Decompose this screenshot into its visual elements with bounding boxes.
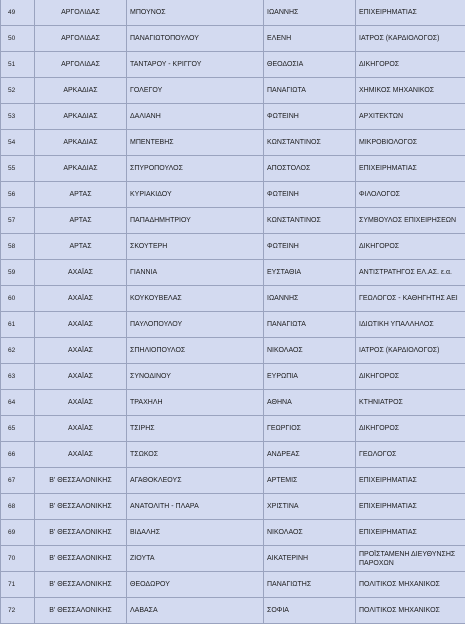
first-name-cell: [264, 416, 356, 442]
profession-cell: [356, 52, 465, 78]
surname-cell: [127, 26, 264, 52]
first-name-cell: [264, 364, 356, 390]
row-number-cell-text: 62: [8, 347, 16, 354]
region-cell: [35, 572, 127, 598]
surname-cell-text: ΣΠΗΛΙΟΠΟΥΛΟΣ: [130, 347, 186, 354]
surname-cell: [127, 260, 264, 286]
profession-cell: [356, 572, 465, 598]
first-name-cell-text: ΕΥΣΤΑΘΙΑ: [267, 269, 302, 276]
table-row: [1, 572, 465, 598]
surname-cell: [127, 598, 264, 624]
region-cell-text: Β' ΘΕΣΣΑΛΟΝΙΚΗΣ: [49, 607, 112, 614]
region-cell-text: Β' ΘΕΣΣΑΛΟΝΙΚΗΣ: [49, 555, 112, 562]
first-name-cell: [264, 598, 356, 624]
profession-cell: [356, 208, 465, 234]
profession-cell-text: ΠΡΟΪΣΤΑΜΕΝΗ ΔΙΕΥΘΥΝΣΗΣ ΠΑΡΟΧΩΝ: [359, 550, 456, 567]
region-cell-text: Β' ΘΕΣΣΑΛΟΝΙΚΗΣ: [49, 529, 112, 536]
region-cell: [35, 416, 127, 442]
first-name-cell: [264, 286, 356, 312]
table-row: [1, 156, 465, 182]
first-name-cell-text: ΚΩΝΣΤΑΝΤΙΝΟΣ: [267, 217, 321, 224]
region-cell-text: ΑΡΚΑΔΙΑΣ: [63, 87, 98, 94]
surname-cell: [127, 416, 264, 442]
profession-cell: [356, 156, 465, 182]
surname-cell: [127, 442, 264, 468]
surname-cell: [127, 572, 264, 598]
row-number-cell-text: 65: [8, 425, 16, 432]
profession-cell: [356, 520, 465, 546]
profession-cell-text: ΕΠΙΧΕΙΡΗΜΑΤΙΑΣ: [359, 477, 417, 484]
first-name-cell-text: ΑΝΔΡΕΑΣ: [267, 451, 300, 458]
profession-cell: [356, 286, 465, 312]
first-name-cell: [264, 208, 356, 234]
profession-cell-text: ΕΠΙΧΕΙΡΗΜΑΤΙΑΣ: [359, 165, 417, 172]
surname-cell: [127, 520, 264, 546]
row-number-cell: [1, 442, 35, 468]
surname-cell-text: ΔΑΛΙΑΝΗ: [130, 113, 161, 120]
surname-cell-text: ΠΑΝΑΓΙΩΤΟΠΟΥΛΟΥ: [130, 35, 199, 42]
row-number-cell-text: 72: [8, 607, 16, 614]
first-name-cell-text: ΠΑΝΑΓΙΩΤΑ: [267, 87, 306, 94]
region-cell-text: Β' ΘΕΣΣΑΛΟΝΙΚΗΣ: [49, 581, 112, 588]
region-cell: [35, 338, 127, 364]
profession-cell-text: ΙΑΤΡΟΣ (ΚΑΡΔΙΟΛΟΓΟΣ): [359, 35, 440, 42]
region-cell: [35, 494, 127, 520]
row-number-cell: [1, 286, 35, 312]
region-cell: [35, 52, 127, 78]
region-cell-text: ΑΡΤΑΣ: [69, 217, 92, 224]
first-name-cell-text: ΑΡΤΕΜΙΣ: [267, 477, 298, 484]
surname-cell: [127, 104, 264, 130]
profession-cell-text: ΜΙΚΡΟΒΙΟΛΟΓΟΣ: [359, 139, 418, 146]
surname-cell-text: ΜΠΟΥΝΟΣ: [130, 9, 166, 16]
first-name-cell-text: ΦΩΤΕΙΝΗ: [267, 113, 299, 120]
row-number-cell: [1, 208, 35, 234]
region-cell: [35, 208, 127, 234]
region-cell: [35, 520, 127, 546]
row-number-cell: [1, 78, 35, 104]
row-number-cell-text: 52: [8, 87, 16, 94]
row-number-cell-text: 67: [8, 477, 16, 484]
region-cell-text: ΑΧΑΪΑΣ: [68, 295, 93, 302]
profession-cell: [356, 234, 465, 260]
profession-cell-text: ΔΙΚΗΓΟΡΟΣ: [359, 373, 400, 380]
table-row: [1, 442, 465, 468]
row-number-cell: [1, 520, 35, 546]
first-name-cell: [264, 52, 356, 78]
first-name-cell-text: ΚΩΝΣΤΑΝΤΙΝΟΣ: [267, 139, 321, 146]
surname-cell-text: ΒΙΔΑΛΗΣ: [130, 529, 161, 536]
first-name-cell: [264, 390, 356, 416]
row-number-cell: [1, 234, 35, 260]
first-name-cell-text: ΦΩΤΕΙΝΗ: [267, 191, 299, 198]
region-cell: [35, 468, 127, 494]
surname-cell: [127, 494, 264, 520]
first-name-cell: [264, 572, 356, 598]
first-name-cell: [264, 546, 356, 572]
first-name-cell: [264, 520, 356, 546]
region-cell-text: ΑΡΤΑΣ: [69, 191, 92, 198]
region-cell-text: ΑΧΑΪΑΣ: [68, 269, 93, 276]
table-row: [1, 260, 465, 286]
profession-cell: [356, 312, 465, 338]
surname-cell-text: ΑΓΑΘΟΚΛΕΟΥΣ: [130, 477, 182, 484]
surname-cell: [127, 364, 264, 390]
row-number-cell: [1, 26, 35, 52]
surname-cell-text: ΑΝΑΤΟΛΙΤΗ - ΠΛΑΡΑ: [130, 503, 199, 510]
region-cell: [35, 598, 127, 624]
profession-cell-text: ΙΔΙΩΤΙΚΗ ΥΠΑΛΛΗΛΟΣ: [359, 321, 434, 328]
profession-cell: [356, 26, 465, 52]
region-cell: [35, 130, 127, 156]
profession-cell: [356, 338, 465, 364]
surname-cell-text: ΤΣΙΡΗΣ: [130, 425, 155, 432]
row-number-cell-text: 61: [8, 321, 16, 328]
row-number-cell-text: 54: [8, 139, 16, 146]
surname-cell-text: ΓΙΑΝΝΙΑ: [130, 269, 158, 276]
first-name-cell: [264, 78, 356, 104]
first-name-cell: [264, 182, 356, 208]
row-number-cell-text: 60: [8, 295, 16, 302]
region-cell-text: ΑΧΑΪΑΣ: [68, 425, 93, 432]
first-name-cell: [264, 312, 356, 338]
profession-cell: [356, 546, 465, 572]
region-cell-text: ΑΧΑΪΑΣ: [68, 399, 93, 406]
row-number-cell-text: 66: [8, 451, 16, 458]
table-body: [1, 0, 465, 624]
first-name-cell: [264, 104, 356, 130]
profession-cell: [356, 182, 465, 208]
surname-cell-text: ΤΡΑΧΗΛΗ: [130, 399, 163, 406]
row-number-cell: [1, 156, 35, 182]
table-row: [1, 130, 465, 156]
surname-cell-text: ΣΥΝΟΔΙΝΟΥ: [130, 373, 171, 380]
row-number-cell: [1, 260, 35, 286]
first-name-cell: [264, 338, 356, 364]
surname-cell-text: ΘΕΟΔΩΡΟΥ: [130, 581, 170, 588]
table-row: [1, 182, 465, 208]
row-number-cell: [1, 494, 35, 520]
region-cell: [35, 312, 127, 338]
first-name-cell-text: ΝΙΚΟΛΑΟΣ: [267, 347, 303, 354]
surname-cell: [127, 156, 264, 182]
row-number-cell-text: 51: [8, 61, 16, 68]
first-name-cell: [264, 442, 356, 468]
table-row: [1, 364, 465, 390]
surname-cell: [127, 208, 264, 234]
profession-cell: [356, 494, 465, 520]
table-row: [1, 78, 465, 104]
row-number-cell: [1, 130, 35, 156]
first-name-cell-text: ΦΩΤΕΙΝΗ: [267, 243, 299, 250]
profession-cell-text: ΔΙΚΗΓΟΡΟΣ: [359, 61, 400, 68]
surname-cell: [127, 286, 264, 312]
surname-cell-text: ΛΑΒΑΣΑ: [130, 607, 158, 614]
table-row: [1, 546, 465, 572]
row-number-cell-text: 70: [8, 555, 16, 562]
surname-cell: [127, 234, 264, 260]
table-row: [1, 286, 465, 312]
row-number-cell-text: 64: [8, 399, 16, 406]
row-number-cell-text: 53: [8, 113, 16, 120]
table-row: [1, 468, 465, 494]
first-name-cell: [264, 156, 356, 182]
region-cell-text: ΑΡΓΟΛΙΔΑΣ: [61, 61, 100, 68]
region-cell: [35, 78, 127, 104]
surname-cell: [127, 78, 264, 104]
profession-cell-text: ΧΗΜΙΚΟΣ ΜΗΧΑΝΙΚΟΣ: [359, 87, 435, 94]
region-cell-text: Β' ΘΕΣΣΑΛΟΝΙΚΗΣ: [49, 477, 112, 484]
profession-cell-text: ΦΙΛΟΛΟΓΟΣ: [359, 191, 400, 198]
table-row: [1, 104, 465, 130]
profession-cell: [356, 364, 465, 390]
first-name-cell-text: ΧΡΙΣΤΙΝΑ: [267, 503, 299, 510]
table-row: [1, 208, 465, 234]
region-cell-text: ΑΧΑΪΑΣ: [68, 347, 93, 354]
profession-cell-text: ΠΟΛΙΤΙΚΟΣ ΜΗΧΑΝΙΚΟΣ: [359, 581, 440, 588]
region-cell: [35, 104, 127, 130]
surname-cell: [127, 0, 264, 26]
region-cell: [35, 390, 127, 416]
table-row: [1, 234, 465, 260]
surname-cell: [127, 182, 264, 208]
surname-cell-text: ΓΟΛΕΓΟΥ: [130, 87, 163, 94]
surname-cell-text: ΠΑΥΛΟΠΟΥΛΟΥ: [130, 321, 183, 328]
surname-cell-text: ΖΙΟΥΤΑ: [130, 555, 155, 562]
profession-cell-text: ΓΕΩΛΟΓΟΣ: [359, 451, 397, 458]
table-row: [1, 26, 465, 52]
profession-cell: [356, 598, 465, 624]
region-cell: [35, 442, 127, 468]
region-cell-text: ΑΧΑΪΑΣ: [68, 451, 93, 458]
row-number-cell: [1, 546, 35, 572]
row-number-cell-text: 49: [8, 9, 16, 16]
first-name-cell-text: ΙΩΑΝΝΗΣ: [267, 9, 299, 16]
row-number-cell: [1, 0, 35, 26]
region-cell: [35, 156, 127, 182]
region-cell-text: Β' ΘΕΣΣΑΛΟΝΙΚΗΣ: [49, 503, 112, 510]
profession-cell: [356, 260, 465, 286]
surname-cell: [127, 546, 264, 572]
table-row: [1, 416, 465, 442]
profession-cell: [356, 104, 465, 130]
profession-cell-text: ΓΕΩΛΟΓΟΣ - ΚΑΘΗΓΗΤΗΣ ΑΕΙ: [359, 295, 458, 302]
profession-cell-text: ΙΑΤΡΟΣ (ΚΑΡΔΙΟΛΟΓΟΣ): [359, 347, 440, 354]
row-number-cell: [1, 104, 35, 130]
first-name-cell: [264, 260, 356, 286]
first-name-cell-text: ΓΕΩΡΓΙΟΣ: [267, 425, 301, 432]
first-name-cell-text: ΑΙΚΑΤΕΡΙΝΗ: [267, 555, 309, 562]
region-cell: [35, 260, 127, 286]
first-name-cell-text: ΠΑΝΑΓΙΩΤΑ: [267, 321, 306, 328]
table-row: [1, 52, 465, 78]
region-cell-text: ΑΡΓΟΛΙΔΑΣ: [61, 9, 100, 16]
profession-cell-text: ΑΝΤΙΣΤΡΑΤΗΓΟΣ ΕΛ.ΑΣ. ε.α.: [359, 269, 452, 276]
region-cell: [35, 286, 127, 312]
profession-cell-text: ΔΙΚΗΓΟΡΟΣ: [359, 425, 400, 432]
profession-cell: [356, 468, 465, 494]
table-row: [1, 312, 465, 338]
first-name-cell: [264, 468, 356, 494]
profession-cell-text: ΕΠΙΧΕΙΡΗΜΑΤΙΑΣ: [359, 503, 417, 510]
first-name-cell: [264, 130, 356, 156]
profession-cell-text: ΑΡΧΙΤΕΚΤΩΝ: [359, 113, 404, 120]
first-name-cell-text: ΣΟΦΙΑ: [267, 607, 289, 614]
table-row: [1, 598, 465, 624]
row-number-cell-text: 68: [8, 503, 16, 510]
surname-cell-text: ΣΠΥΡΟΠΟΥΛΟΣ: [130, 165, 183, 172]
profession-cell-text: ΚΤΗΝΙΑΤΡΟΣ: [359, 399, 403, 406]
region-cell-text: ΑΡΤΑΣ: [69, 243, 92, 250]
table-row: [1, 390, 465, 416]
row-number-cell-text: 59: [8, 269, 16, 276]
row-number-cell-text: 63: [8, 373, 16, 380]
row-number-cell: [1, 338, 35, 364]
region-cell: [35, 364, 127, 390]
surname-cell: [127, 312, 264, 338]
table-row: [1, 338, 465, 364]
row-number-cell: [1, 598, 35, 624]
surname-cell-text: ΜΠΕΝΤΕΒΗΣ: [130, 139, 174, 146]
profession-cell-text: ΔΙΚΗΓΟΡΟΣ: [359, 243, 400, 250]
first-name-cell-text: ΠΑΝΑΓΙΩΤΗΣ: [267, 581, 312, 588]
first-name-cell-text: ΝΙΚΟΛΑΟΣ: [267, 529, 303, 536]
surname-cell-text: ΤΣΩΚΟΣ: [130, 451, 159, 458]
surname-cell-text: ΣΚΟΥΤΕΡΗ: [130, 243, 168, 250]
region-cell-text: ΑΡΓΟΛΙΔΑΣ: [61, 35, 100, 42]
table-row: [1, 494, 465, 520]
row-number-cell: [1, 52, 35, 78]
surname-cell: [127, 390, 264, 416]
first-name-cell: [264, 494, 356, 520]
first-name-cell-text: ΑΘΗΝΑ: [267, 399, 292, 406]
region-cell-text: ΑΡΚΑΔΙΑΣ: [63, 165, 98, 172]
row-number-cell-text: 58: [8, 243, 16, 250]
region-cell-text: ΑΡΚΑΔΙΑΣ: [63, 113, 98, 120]
row-number-cell: [1, 468, 35, 494]
profession-cell-text: ΕΠΙΧΕΙΡΗΜΑΤΙΑΣ: [359, 529, 417, 536]
profession-cell-text: ΕΠΙΧΕΙΡΗΜΑΤΙΑΣ: [359, 9, 417, 16]
first-name-cell-text: ΙΩΑΝΝΗΣ: [267, 295, 299, 302]
region-cell: [35, 546, 127, 572]
profession-cell: [356, 78, 465, 104]
row-number-cell: [1, 364, 35, 390]
row-number-cell-text: 50: [8, 35, 16, 42]
surname-cell: [127, 338, 264, 364]
surname-cell: [127, 130, 264, 156]
surname-cell-text: ΚΥΡΙΑΚΙΔΟΥ: [130, 191, 172, 198]
first-name-cell-text: ΕΛΕΝΗ: [267, 35, 292, 42]
first-name-cell: [264, 26, 356, 52]
region-cell: [35, 0, 127, 26]
row-number-cell: [1, 416, 35, 442]
row-number-cell-text: 55: [8, 165, 16, 172]
surname-cell-text: ΤΑΝΤΑΡΟΥ - ΚΡΙΓΓΟΥ: [130, 61, 202, 68]
table-row: [1, 520, 465, 546]
profession-cell-text: ΣΥΜΒΟΥΛΟΣ ΕΠΙΧΕΙΡΗΣΕΩΝ: [359, 217, 457, 224]
first-name-cell-text: ΘΕΟΔΟΣΙΑ: [267, 61, 304, 68]
row-number-cell: [1, 572, 35, 598]
table-row: [1, 0, 465, 26]
row-number-cell-text: 56: [8, 191, 16, 198]
row-number-cell-text: 69: [8, 529, 16, 536]
surname-cell-text: ΚΟΥΚΟΥΒΕΛΑΣ: [130, 295, 182, 302]
profession-cell: [356, 442, 465, 468]
region-cell: [35, 182, 127, 208]
row-number-cell-text: 71: [8, 581, 16, 588]
first-name-cell: [264, 234, 356, 260]
surname-cell-text: ΠΑΠΑΔΗΜΗΤΡΙΟΥ: [130, 217, 191, 224]
row-number-cell-text: 57: [8, 217, 16, 224]
profession-cell: [356, 130, 465, 156]
region-cell-text: ΑΧΑΪΑΣ: [68, 321, 93, 328]
first-name-cell-text: ΕΥΡΩΠΙΑ: [267, 373, 298, 380]
profession-cell: [356, 390, 465, 416]
region-cell: [35, 26, 127, 52]
row-number-cell: [1, 312, 35, 338]
surname-cell: [127, 468, 264, 494]
first-name-cell-text: ΑΠΟΣΤΟΛΟΣ: [267, 165, 311, 172]
profession-cell: [356, 416, 465, 442]
row-number-cell: [1, 182, 35, 208]
region-cell-text: ΑΧΑΪΑΣ: [68, 373, 93, 380]
region-cell-text: ΑΡΚΑΔΙΑΣ: [63, 139, 98, 146]
surname-cell: [127, 52, 264, 78]
profession-cell: [356, 0, 465, 26]
region-cell: [35, 234, 127, 260]
profession-cell-text: ΠΟΛΙΤΙΚΟΣ ΜΗΧΑΝΙΚΟΣ: [359, 607, 440, 614]
row-number-cell: [1, 390, 35, 416]
first-name-cell: [264, 0, 356, 26]
